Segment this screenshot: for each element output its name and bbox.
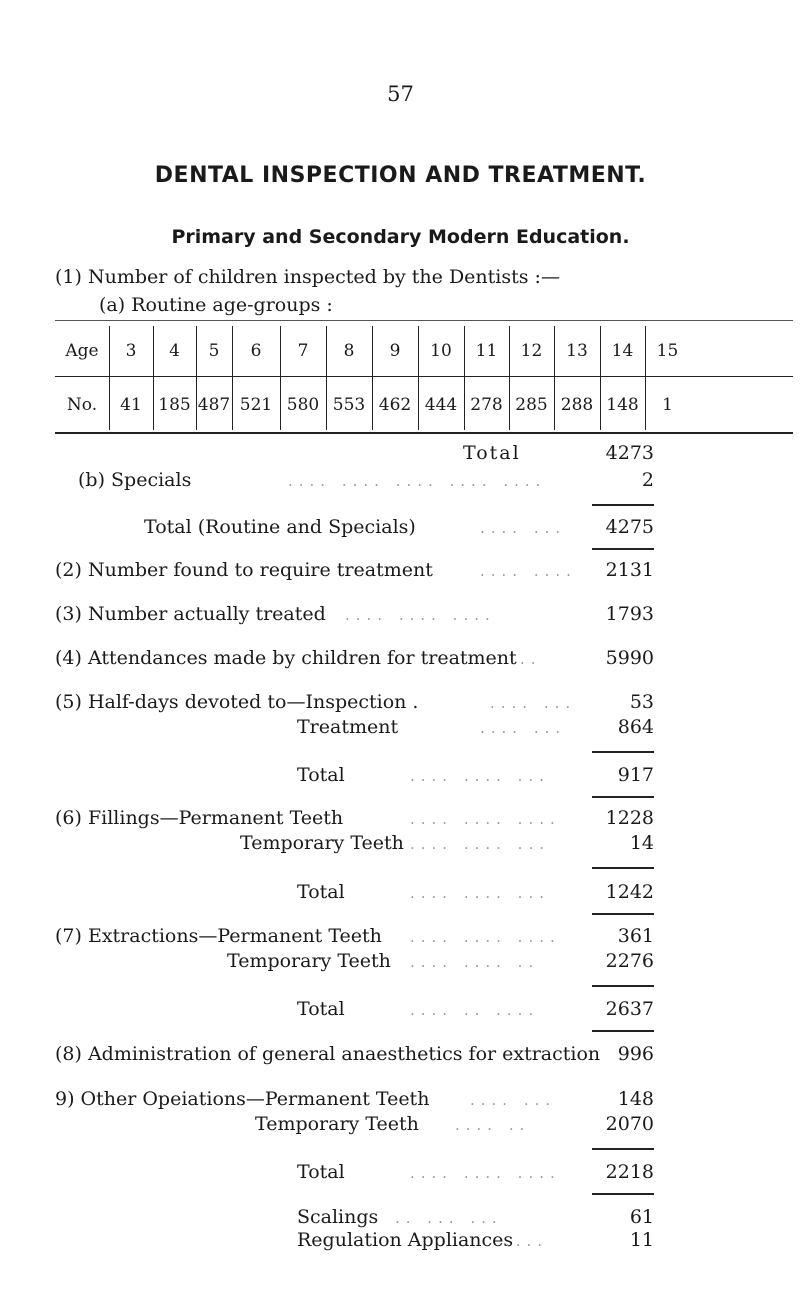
- sum-rule: [592, 867, 654, 869]
- count-cell: 580: [286, 395, 320, 415]
- leader-dots: .... .... ..: [410, 953, 540, 971]
- specials-value: 2: [641, 469, 654, 491]
- item-7-total-value: 2637: [605, 998, 654, 1020]
- sum-rule: [592, 1148, 654, 1150]
- item-5-inspection-value: 53: [629, 691, 654, 713]
- sum-rule: [592, 796, 654, 798]
- age-cell: 12: [520, 341, 543, 361]
- leader-dots: .... ...: [480, 519, 567, 537]
- count-cell: 288: [560, 395, 594, 415]
- leader-dots: .. ... ...: [395, 1209, 503, 1227]
- sum-rule: [592, 751, 654, 753]
- age-cell: 10: [430, 341, 452, 361]
- count-cell: 521: [239, 395, 273, 415]
- item-6-temporary-value: 14: [629, 832, 654, 854]
- item-7-temporary-value: 2276: [605, 950, 654, 972]
- age-cell: 14: [611, 341, 634, 361]
- item-4-label: (4) Attendances made by children for treatment: [55, 647, 517, 669]
- regulation-appliances-value: 11: [629, 1229, 654, 1251]
- age-cell: 7: [297, 341, 309, 361]
- item-1-subheading: (a) Routine age-groups :: [99, 294, 333, 316]
- count-cell: 487: [197, 395, 231, 415]
- age-cell: 4: [169, 341, 180, 361]
- leader-dots: .... .... ...: [410, 767, 550, 785]
- item-9-label: 9) Other Opeiations—Permanent Teeth: [55, 1088, 430, 1110]
- leader-dots: .... ....: [480, 562, 577, 580]
- leader-dots: .... ...: [490, 694, 577, 712]
- leader-dots: .... ...: [470, 1091, 557, 1109]
- item-7-temporary-label: Temporary Teeth: [227, 950, 391, 972]
- leader-dots: .... .... .... .... ....: [288, 472, 547, 490]
- item-6-permanent-value: 1228: [605, 807, 654, 829]
- item-9-temporary-label: Temporary Teeth: [255, 1113, 419, 1135]
- sum-rule: [592, 913, 654, 915]
- leader-dots: .... .... ....: [410, 810, 561, 828]
- page-title: DENTAL INSPECTION AND TREATMENT.: [154, 163, 647, 188]
- count-cell: 462: [378, 395, 412, 415]
- count-cell: 148: [606, 395, 639, 415]
- item-6-total-label: Total: [297, 881, 345, 903]
- item-7-total-label: Total: [297, 998, 345, 1020]
- item-1-heading: (1) Number of children inspected by the Dentists :—: [55, 266, 560, 288]
- leader-dots: .... .... ....: [410, 928, 561, 946]
- sum-rule: [592, 548, 654, 550]
- routine-specials-value: 4275: [605, 516, 654, 538]
- leader-dots: .... .... ...: [410, 884, 550, 902]
- table-total-value: 4273: [605, 442, 654, 464]
- item-5-total-value: 917: [617, 764, 654, 786]
- age-cell: 3: [125, 341, 137, 361]
- leader-dots: .... .... ....: [345, 606, 496, 624]
- item-3-value: 1793: [605, 603, 654, 625]
- age-cell: 15: [656, 341, 679, 361]
- specials-label: (b) Specials: [78, 469, 192, 491]
- sum-rule: [592, 1193, 654, 1195]
- item-9-total-label: Total: [297, 1161, 345, 1183]
- leader-dots: ....: [505, 1232, 549, 1250]
- count-cell: 278: [470, 395, 503, 415]
- leader-dots: .... .... ...: [410, 835, 550, 853]
- routine-specials-label: Total (Routine and Specials): [144, 516, 416, 538]
- leader-dots: .... ..: [455, 1116, 531, 1134]
- count-cell: 1: [662, 395, 673, 415]
- sum-rule: [592, 504, 654, 506]
- scalings-label: Scalings: [297, 1206, 379, 1228]
- item-2-label: (2) Number found to require treatment: [55, 559, 433, 581]
- age-cell: 13: [566, 341, 588, 361]
- leader-dots: ..: [520, 650, 542, 668]
- age-cell: 11: [475, 341, 498, 361]
- age-row-label: Age: [65, 341, 99, 361]
- item-5-label: (5) Half-days devoted to—Inspection .: [55, 691, 419, 713]
- age-cell: 6: [250, 341, 262, 361]
- age-cell: 8: [343, 341, 355, 361]
- item-9-permanent-value: 148: [617, 1088, 654, 1110]
- sum-rule: [592, 985, 654, 987]
- page-subtitle: Primary and Secondary Modern Education.: [171, 226, 630, 248]
- item-8-label: (8) Administration of general anaesthetics for extraction: [55, 1043, 601, 1065]
- count-cell: 285: [515, 395, 548, 415]
- item-6-total-value: 1242: [605, 881, 654, 903]
- regulation-appliances-label: Regulation Appliances: [297, 1229, 514, 1251]
- leader-dots: .... .... ....: [410, 1164, 561, 1182]
- item-9-temporary-value: 2070: [605, 1113, 654, 1135]
- item-2-value: 2131: [605, 559, 654, 581]
- leader-dots: .... ...: [480, 719, 567, 737]
- scalings-value: 61: [629, 1206, 654, 1228]
- count-cell: 185: [158, 395, 191, 415]
- age-cell: 9: [389, 341, 401, 361]
- item-5-treatment-label: Treatment: [297, 716, 399, 738]
- number-row-label: No.: [66, 395, 98, 415]
- page-number: 57: [387, 82, 414, 106]
- count-cell: 444: [424, 395, 458, 415]
- item-6-label: (6) Fillings—Permanent Teeth: [55, 807, 344, 829]
- count-cell: 41: [120, 395, 142, 415]
- table-total-label: Total: [463, 442, 521, 464]
- item-7-permanent-value: 361: [617, 925, 654, 947]
- leader-dots: .... .. ....: [410, 1001, 540, 1019]
- sum-rule: [592, 1030, 654, 1032]
- age-cell: 5: [208, 341, 220, 361]
- item-3-label: (3) Number actually treated: [55, 603, 326, 625]
- item-4-value: 5990: [605, 647, 654, 669]
- item-6-temporary-label: Temporary Teeth: [240, 832, 404, 854]
- item-5-total-label: Total: [297, 764, 345, 786]
- item-7-label: (7) Extractions—Permanent Teeth: [55, 925, 382, 947]
- item-5-treatment-value: 864: [617, 716, 654, 738]
- item-8-value: 996: [617, 1043, 654, 1065]
- item-9-total-value: 2218: [605, 1161, 654, 1183]
- count-cell: 553: [332, 395, 366, 415]
